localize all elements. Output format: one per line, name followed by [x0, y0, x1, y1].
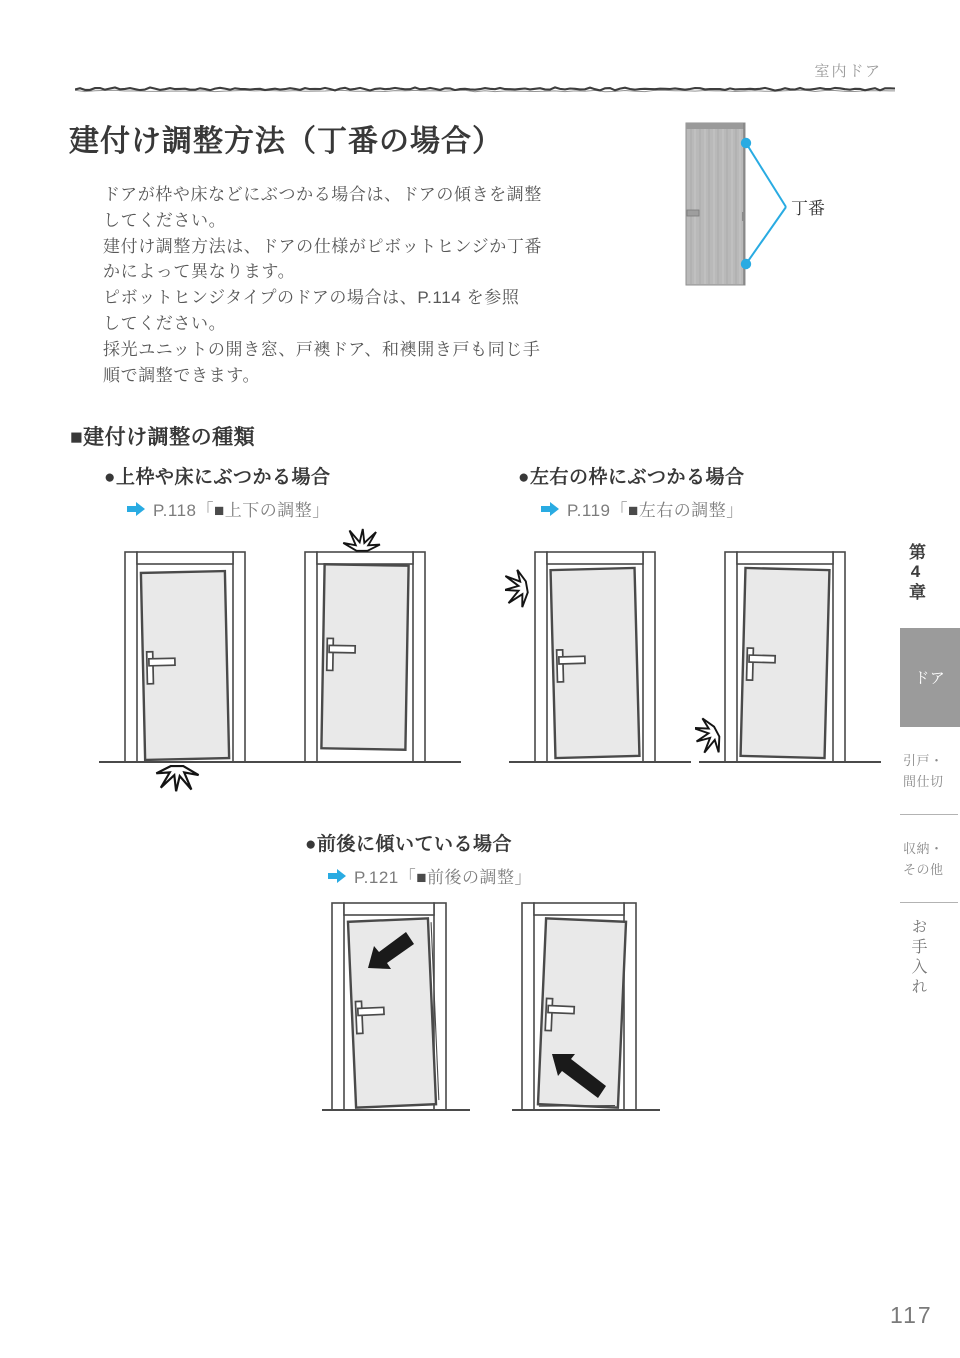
intro-line: 建付け調整方法は、ドアの仕様がピボットヒンジか丁番: [103, 236, 543, 256]
intro-line: ピボットヒンジタイプのドアの場合は、P.114 を参照: [103, 288, 520, 308]
page-number: 117: [890, 1302, 933, 1328]
sidebar-item-care[interactable]: お手入れ: [909, 918, 926, 998]
door-figure-hits-side-bottom: [695, 527, 885, 793]
sidebar-tab-door[interactable]: [900, 628, 960, 727]
door-figure-hits-top: [275, 527, 465, 793]
door-figure-hits-side-top: [505, 527, 695, 793]
intro-line: してください。: [103, 210, 227, 230]
door-figure-tilt-backward: [512, 896, 662, 1124]
door-handle: [687, 210, 699, 216]
page-title: 建付け調整方法（丁番の場合）: [69, 125, 503, 158]
intro-line: 順で調整できます。: [103, 365, 261, 385]
page-reference-top-bottom: P.118「■上下の調整」: [126, 496, 330, 521]
intro-line: 採光ユニットの開き窓、戸襖ドア、和襖開き戸も同じ手: [103, 339, 541, 359]
group-heading-left-right: ●左右の枠にぶつかる場合: [518, 467, 745, 488]
door-figure-tilt-forward: [322, 896, 472, 1124]
header-section-label: 室内ドア: [814, 63, 882, 80]
intro-line: かによって異なります。: [103, 262, 296, 282]
right-arrow-icon: [327, 868, 347, 884]
hinge-callout: [741, 138, 825, 269]
hand-drawn-rule: [75, 86, 895, 94]
hinge-point-bottom: [741, 259, 751, 269]
sidebar-tab-door-label: ドア: [914, 670, 946, 687]
sidebar-divider: [900, 814, 958, 815]
door-figure-hits-floor: [95, 527, 285, 793]
sidebar-divider: [900, 902, 958, 903]
impact-mark-top: [343, 529, 380, 551]
page-reference-left-right: P.119「■左右の調整」: [540, 496, 744, 521]
impact-mark-bottom: [156, 766, 198, 791]
sidebar-chapter-label: 第4章: [906, 543, 925, 602]
page-reference-front-back: P.121「■前後の調整」: [327, 863, 532, 888]
group-heading-front-back: ●前後に傾いている場合: [305, 834, 512, 855]
hinge-door-figure: [673, 110, 888, 300]
intro-text: [103, 182, 623, 388]
impact-mark-side-bottom: [695, 715, 726, 759]
hinge-label: 丁番: [791, 199, 825, 218]
hinge-point-top: [741, 138, 751, 148]
sidebar-item-storage[interactable]: 収納・ その他: [903, 841, 944, 877]
impact-mark-side-top: [505, 569, 530, 610]
intro-line: してください。: [103, 313, 227, 333]
sidebar-item-sliding-door[interactable]: 引戸・ 間仕切: [903, 753, 944, 789]
door-illustration: [686, 123, 745, 285]
group-heading-top-bottom: ●上枠や床にぶつかる場合: [104, 467, 331, 488]
right-arrow-icon: [540, 501, 560, 517]
types-section-heading: ■建付け調整の種類: [70, 426, 256, 449]
intro-line: ドアが枠や床などにぶつかる場合は、ドアの傾きを調整: [103, 185, 542, 204]
right-arrow-icon: [126, 501, 146, 517]
